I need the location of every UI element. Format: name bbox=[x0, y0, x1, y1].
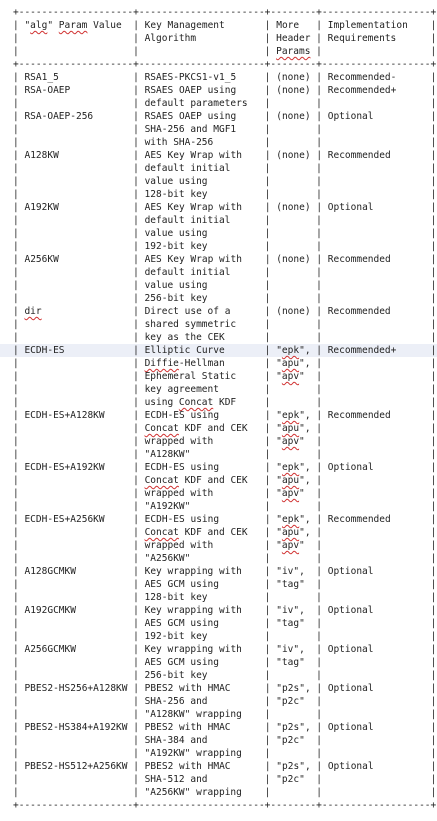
table-text-line[interactable]: | | shared symmetric | | | bbox=[13, 319, 437, 330]
spellcheck-underline: dir bbox=[24, 306, 42, 317]
table-text-line[interactable]: | | key as the CEK | | | bbox=[13, 332, 437, 343]
table-text-line[interactable]: | | wrapped with | "apv" | | bbox=[13, 488, 437, 499]
table-text-line[interactable]: | | AES GCM using | "tag" | | bbox=[13, 579, 437, 590]
table-text-line[interactable]: | | Concat KDF and CEK | "apu", | | bbox=[13, 475, 437, 486]
table-text-line[interactable]: | A256GCMKW | Key wrapping with | "iv", | Optional | bbox=[13, 644, 437, 655]
table-text-line[interactable]: | | Concat KDF and CEK | "apu", | | bbox=[13, 527, 437, 538]
table-text-line[interactable]: | PBES2-HS512+A256KW | PBES2 with HMAC | "p2s", | Optional | bbox=[13, 761, 437, 772]
table-text-line[interactable]: | ECDH-ES+A192KW | ECDH-ES using | "epk", | Optional | bbox=[13, 462, 437, 473]
spellcheck-underline: epk bbox=[282, 514, 300, 525]
table-text-line[interactable]: | RSA-OAEP-256 | RSAES OAEP using | (none) | Optional | bbox=[13, 111, 437, 122]
table-text-line[interactable]: | | SHA-256 and MGF1 | | | bbox=[13, 124, 437, 135]
table-text-line[interactable]: | | AES GCM using | "tag" | | bbox=[13, 618, 437, 629]
table-text-line[interactable]: | | SHA-512 and | "p2c" | | bbox=[13, 774, 437, 785]
table-text-line[interactable]: | A192GCMKW | Key wrapping with | "iv", | Optional | bbox=[13, 605, 437, 616]
spellcheck-underline: apu bbox=[281, 423, 300, 434]
spellcheck-underline: apv bbox=[281, 371, 300, 382]
table-text-line[interactable]: | dir | Direct use of a | (none) | Recommended | bbox=[13, 306, 437, 317]
table-text-line[interactable]: | | default initial | | | bbox=[13, 215, 437, 226]
spellcheck-underline: apv bbox=[281, 488, 300, 499]
table-text-line[interactable]: | | default parameters | | | bbox=[13, 98, 437, 109]
table-text-line[interactable]: | | SHA-256 and | "p2c" | | bbox=[13, 696, 437, 707]
table-text-line[interactable]: | | AES GCM using | "tag" | | bbox=[13, 657, 437, 668]
table-border-line[interactable]: +--------------------+----------------------+--------+-------------------+ bbox=[13, 59, 437, 70]
table-text-line[interactable]: | A128GCMKW | Key wrapping with | "iv", | Optional | bbox=[13, 566, 437, 577]
table-text-line[interactable]: | | 256-bit key | | | bbox=[13, 670, 437, 681]
table-text-line[interactable]: | | value using | | | bbox=[13, 228, 437, 239]
table-text-line[interactable]: | PBES2-HS256+A128KW | PBES2 with HMAC | "p2s", | Optional | bbox=[13, 683, 437, 694]
spellcheck-underline: alg bbox=[30, 20, 48, 31]
spellcheck-underline: apv bbox=[281, 540, 300, 551]
table-text-line[interactable]: | | 256-bit key | | | bbox=[13, 293, 437, 304]
table-text-line[interactable]: | RSA1_5 | RSAES-PKCS1-v1_5 | (none) | Recommended- | bbox=[13, 72, 437, 83]
table-text-line[interactable]: | RSA-OAEP | RSAES OAEP using | (none) | Recommended+ | bbox=[13, 85, 437, 96]
table-text-line[interactable]: | | "A192KW" wrapping | | | bbox=[13, 748, 437, 759]
spellcheck-underline: Diffie bbox=[144, 358, 179, 369]
table-text-line[interactable]: | | with SHA-256 | | | bbox=[13, 137, 437, 148]
spellcheck-underline: epk bbox=[282, 410, 300, 421]
table-text-line[interactable]: | | 128-bit key | | | bbox=[13, 592, 437, 603]
spellcheck-underline: Concat bbox=[144, 527, 179, 538]
table-text-line[interactable]: | | key agreement | | | bbox=[13, 384, 437, 395]
table-text-line[interactable]: | ECDH-ES+A128KW | ECDH-ES using | "epk", | Recommended | bbox=[13, 410, 437, 421]
table-text-line[interactable]: | | Diffie-Hellman | "apu", | | bbox=[13, 358, 437, 369]
table-text-line[interactable]: | | "A256KW" | | | bbox=[13, 553, 437, 564]
table-text-line[interactable]: | | 192-bit key | | | bbox=[13, 241, 437, 252]
table-text-line[interactable]: | | wrapped with | "apv" | | bbox=[13, 540, 437, 551]
spellcheck-underline: apu bbox=[281, 475, 300, 486]
table-text-line[interactable]: | | wrapped with | "apv" | | bbox=[13, 436, 437, 447]
table-text-line[interactable]: | | "A192KW" | | | bbox=[13, 501, 437, 512]
table-text-line[interactable]: | A128KW | AES Key Wrap with | (none) | Recommended | bbox=[13, 150, 437, 161]
table-text-line[interactable]: | A192KW | AES Key Wrap with | (none) | Optional | bbox=[13, 202, 437, 213]
table-text-line[interactable]: | "alg" Param Value | Key Management | More | Implementation | bbox=[13, 20, 437, 31]
table-text-line[interactable]: | | default initial | | | bbox=[13, 163, 437, 174]
table-text-line[interactable]: | | Ephemeral Static | "apv" | | bbox=[13, 371, 437, 382]
spellcheck-underline: apv bbox=[281, 436, 300, 447]
table-text-line[interactable]: | | "A128KW" wrapping | | | bbox=[13, 709, 437, 720]
table-text-line[interactable]: | | Algorithm | Header | Requirements | bbox=[13, 33, 437, 44]
table-text-line[interactable]: | | value using | | | bbox=[13, 176, 437, 187]
table-text-line[interactable]: | | "A128KW" | | | bbox=[13, 449, 437, 460]
table-text-line[interactable]: | | "A256KW" wrapping | | | bbox=[13, 787, 437, 798]
spellcheck-underline: epk bbox=[282, 462, 300, 473]
spellcheck-underline: Concat bbox=[144, 475, 179, 486]
table-text-line[interactable]: | | | Params | | bbox=[13, 46, 437, 57]
spellcheck-underline: Params bbox=[276, 46, 311, 57]
table-text-line[interactable]: | ECDH-ES | Elliptic Curve | "epk", | Recommended+ | bbox=[13, 345, 437, 356]
spellcheck-underline: Concat bbox=[144, 423, 179, 434]
table-text-line[interactable]: | | using Concat KDF | | | bbox=[13, 397, 437, 408]
table-text-line[interactable]: | | SHA-384 and | "p2c" | | bbox=[13, 735, 437, 746]
table-border-line[interactable]: +--------------------+----------------------+--------+-------------------+ bbox=[13, 7, 437, 18]
spellcheck-underline: Param bbox=[58, 20, 88, 31]
table-text-line[interactable]: | | value using | | | bbox=[13, 280, 437, 291]
spellcheck-underline: apu bbox=[281, 527, 300, 538]
spellcheck-underline: apu bbox=[281, 358, 300, 369]
table-text-line[interactable]: | | 128-bit key | | | bbox=[13, 189, 437, 200]
table-text-line[interactable]: | A256KW | AES Key Wrap with | (none) | Recommended | bbox=[13, 254, 437, 265]
table-text-line[interactable]: | | 192-bit key | | | bbox=[13, 631, 437, 642]
spellcheck-underline: epk bbox=[281, 345, 300, 356]
table-text-line[interactable]: | | default initial | | | bbox=[13, 267, 437, 278]
table-text-line[interactable]: | PBES2-HS384+A192KW | PBES2 with HMAC | "p2s", | Optional | bbox=[13, 722, 437, 733]
table-text-line[interactable]: | ECDH-ES+A256KW | ECDH-ES using | "epk", | Recommended | bbox=[13, 514, 437, 525]
table-border-line[interactable]: +--------------------+----------------------+--------+-------------------+ bbox=[13, 800, 437, 811]
spellcheck-underline: Concat bbox=[178, 397, 214, 408]
table-text-line[interactable]: | | Concat KDF and CEK | "apu", | | bbox=[13, 423, 437, 434]
